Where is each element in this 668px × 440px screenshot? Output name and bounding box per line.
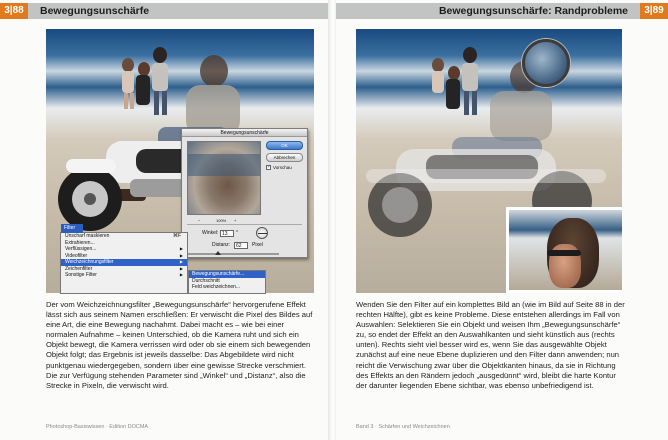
ok-button[interactable]: OK: [266, 141, 303, 150]
detail-inset: [506, 207, 622, 293]
zoom-controls: [198, 218, 237, 223]
submenu-arrow-icon: ▶: [179, 246, 183, 251]
distance-slider[interactable]: [187, 253, 279, 255]
page-number: 3|88: [0, 3, 28, 19]
angle-label: Winkel:: [202, 230, 219, 236]
page-title: Bewegungsunschärfe: [40, 5, 150, 17]
menu-item-shortcut: ⌘F: [172, 233, 181, 239]
menu-item-sonstige-filter[interactable]: [61, 272, 187, 279]
filter-menu: [60, 225, 188, 294]
dialog-title: Bewegungsunschärfe: [182, 129, 307, 137]
menu-item-label: Sonstige Filter: [65, 272, 97, 278]
body-text: [46, 300, 316, 391]
menu-item-label: Videofilter: [65, 252, 88, 259]
cancel-button[interactable]: Abbrechen: [266, 153, 303, 162]
zoom-in-button[interactable]: +: [234, 218, 237, 223]
angle-unit: °: [236, 230, 238, 236]
submenu-item-bewegungsunschaerfe[interactable]: Bewegungsunschärfe...: [189, 271, 265, 278]
sunglasses-detail: [547, 250, 581, 256]
body-text: [356, 300, 626, 391]
zoom-out-button[interactable]: −: [198, 218, 201, 223]
paragraph: Der vom Weichzeichnungsfilter „Bewegungsunschärfe“ hervorgerufene Effekt lässt sich aus seinem Namen erschließen: Er verwischt die Pixel des Bildes auf eine Art, die eine Bewegung nachahmt. Dabei macht es – wie bei einer normalen Aufnahme – keinen Unterschied, ob die Kamera ruht und sich ein Objekt bewegt, die Kamera verrissen wird oder ob sie einem sich bewegenden Objekt folgt; das Ergebnis ist jeweils dasselbe: Das Abgebildete wird nicht punktgenau wiedergegeben, sondern über eine gewisse Strecke verschmiert. Die zur Verfügung stehenden Parameter sind „Winkel“ und „Distanz“, also die Strecke in Pixeln, die verwischt wird.: [46, 300, 313, 390]
angle-dial[interactable]: [256, 227, 268, 239]
right-page: [336, 0, 668, 440]
angle-input[interactable]: 13: [220, 230, 234, 237]
motorcycle-photo-blurred: [356, 29, 622, 293]
distance-label: Distanz:: [212, 242, 231, 248]
filter-preview: [187, 141, 261, 215]
page-footer: Band 3 · Schärfen und Weichzeichnen: [356, 424, 450, 430]
page-title: Bewegungsunschärfe: Randprobleme: [438, 5, 628, 17]
distance-unit: Pixel: [252, 242, 263, 248]
submenu-item-feld-weichzeichnen[interactable]: Feld weichzeichnen...: [192, 284, 241, 290]
motion-blur-dialog: [181, 128, 308, 258]
preview-checkbox[interactable]: [266, 165, 271, 170]
page-number: 3|89: [640, 3, 668, 19]
zoom-level: 100%: [216, 218, 227, 223]
blur-submenu: [188, 270, 266, 294]
page-footer: Photoshop-Basiswissen · Edition DOCMA: [46, 424, 149, 430]
submenu-arrow-icon: ▶: [179, 265, 183, 271]
paragraph: Wenden Sie den Filter auf ein komplettes Bild an (wie im Bild auf Seite 88 in der rechten Hälfte), gibt es keine Probleme. Diese entstehen allerdings im Fall von Auswahlen: Selektieren Sie ein Objekt und weisen Ihm „Bewegungsunschärfe“ zu, so endet der Effekt an den Auswahlkanten und sieht künstlich aus (rechts unten). Rechts sieht viel besser wird es, wenn Sie das ausgewählte Objekt zunächst auf eine neue Ebene duplizieren und den Filter dann anwenden; nun reicht die Verwischung zwar über die Objektkanten hinaus, da sie in Richtung des Effekts an den Rändern jedoch „ausgedünnt“ wird, bleibt die harte Kontur der darunter liegenden Ebene sichtbar, was ebenso unbefriedigend ist.: [356, 300, 625, 390]
menu-item-label: Verflüssigen...: [65, 246, 97, 252]
menu-item-label: Extrahieren...: [65, 239, 95, 246]
submenu-arrow-icon: ▶: [179, 252, 183, 258]
filter-menu-title[interactable]: Filter: [61, 224, 83, 233]
preview-checkbox-label: Vorschau: [273, 165, 292, 170]
menu-item-label: Zeichenfilter: [65, 265, 93, 272]
submenu-arrow-icon: ▶: [179, 259, 183, 264]
divider: [187, 224, 302, 225]
submenu-arrow-icon: ▶: [179, 272, 183, 277]
distance-input[interactable]: 62: [234, 242, 248, 249]
menu-item-label: Weichzeichnungsfilter: [65, 259, 114, 265]
left-page: [0, 0, 330, 440]
submenu-item-durchschnitt[interactable]: Durchschnitt: [192, 277, 220, 284]
magnifier-inset: [522, 39, 570, 87]
menu-item-label: Unscharf maskieren: [65, 233, 110, 239]
